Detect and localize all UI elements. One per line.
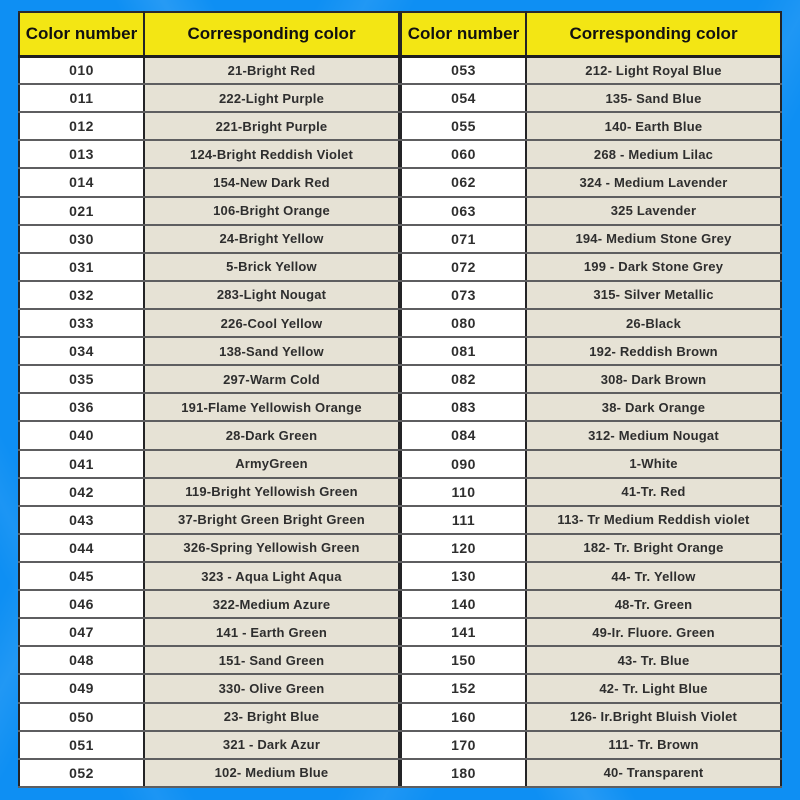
table-row — [19, 562, 399, 590]
color-name-cell: 323 - Aqua Light Aqua — [144, 562, 399, 590]
table-row — [19, 534, 399, 562]
color-name-cell: 192- Reddish Brown — [526, 337, 781, 365]
color-name-cell: 1-White — [526, 450, 781, 478]
header-row — [19, 12, 399, 56]
table-row — [19, 225, 399, 253]
table-header — [19, 12, 399, 56]
color-name-cell: 119-Bright Yellowish Green — [144, 478, 399, 506]
table-row — [401, 506, 781, 534]
color-number-cell: 035 — [19, 365, 144, 393]
color-number-header: Color number — [19, 12, 144, 56]
table-row — [401, 253, 781, 281]
table-row — [401, 478, 781, 506]
table-row — [401, 393, 781, 421]
table-row — [19, 759, 399, 787]
color-number-cell: 050 — [19, 703, 144, 731]
table-row — [401, 140, 781, 168]
color-name-cell: 326-Spring Yellowish Green — [144, 534, 399, 562]
table-row — [401, 731, 781, 759]
table-row — [19, 506, 399, 534]
color-number-cell: 060 — [401, 140, 526, 168]
color-name-cell: 43- Tr. Blue — [526, 646, 781, 674]
color-name-cell: 154-New Dark Red — [144, 168, 399, 196]
color-name-cell: 222-Light Purple — [144, 84, 399, 112]
color-number-cell: 049 — [19, 674, 144, 702]
table-row — [19, 365, 399, 393]
table-row — [401, 112, 781, 140]
color-number-cell: 120 — [401, 534, 526, 562]
color-number-cell: 084 — [401, 421, 526, 449]
color-name-cell: 322-Medium Azure — [144, 590, 399, 618]
color-name-cell: 151- Sand Green — [144, 646, 399, 674]
color-name-cell: 126- Ir.Bright Bluish Violet — [526, 703, 781, 731]
color-number-cell: 170 — [401, 731, 526, 759]
corresponding-color-header: Corresponding color — [526, 12, 781, 56]
table-body — [19, 56, 399, 787]
color-number-cell: 048 — [19, 646, 144, 674]
color-name-cell: 28-Dark Green — [144, 421, 399, 449]
color-number-cell: 141 — [401, 618, 526, 646]
color-number-cell: 051 — [19, 731, 144, 759]
table-row — [19, 197, 399, 225]
color-number-cell: 080 — [401, 309, 526, 337]
table-row — [401, 759, 781, 787]
color-number-cell: 040 — [19, 421, 144, 449]
color-number-cell: 160 — [401, 703, 526, 731]
color-number-cell: 046 — [19, 590, 144, 618]
table-row — [19, 281, 399, 309]
color-name-cell: 44- Tr. Yellow — [526, 562, 781, 590]
table-row — [401, 674, 781, 702]
color-name-cell: 124-Bright Reddish Violet — [144, 140, 399, 168]
color-name-cell: 102- Medium Blue — [144, 759, 399, 787]
table-row — [19, 393, 399, 421]
color-name-cell: 138-Sand Yellow — [144, 337, 399, 365]
color-number-cell: 047 — [19, 618, 144, 646]
color-name-cell: 268 - Medium Lilac — [526, 140, 781, 168]
table-row — [401, 450, 781, 478]
table-row — [401, 365, 781, 393]
color-number-cell: 013 — [19, 140, 144, 168]
color-name-cell: 283-Light Nougat — [144, 281, 399, 309]
color-name-cell: 324 - Medium Lavender — [526, 168, 781, 196]
color-name-cell: 38- Dark Orange — [526, 393, 781, 421]
color-name-cell: 312- Medium Nougat — [526, 421, 781, 449]
color-name-cell: 49-Ir. Fluore. Green — [526, 618, 781, 646]
color-name-cell: 297-Warm Cold — [144, 365, 399, 393]
color-number-cell: 055 — [401, 112, 526, 140]
table-row — [401, 646, 781, 674]
color-name-cell: 194- Medium Stone Grey — [526, 225, 781, 253]
color-number-cell: 041 — [19, 450, 144, 478]
color-number-cell: 052 — [19, 759, 144, 787]
color-number-header: Color number — [401, 12, 526, 56]
table-row — [401, 562, 781, 590]
color-number-cell: 032 — [19, 281, 144, 309]
color-number-cell: 054 — [401, 84, 526, 112]
table-row — [19, 731, 399, 759]
table-row — [19, 421, 399, 449]
table-row — [401, 168, 781, 196]
color-number-cell: 036 — [19, 393, 144, 421]
color-table-left — [18, 11, 400, 788]
color-name-cell: ArmyGreen — [144, 450, 399, 478]
color-name-cell: 24-Bright Yellow — [144, 225, 399, 253]
color-table-right — [400, 11, 782, 788]
corresponding-color-header: Corresponding color — [144, 12, 399, 56]
table-row — [401, 84, 781, 112]
table-row — [401, 281, 781, 309]
color-number-cell: 130 — [401, 562, 526, 590]
table-body — [401, 56, 781, 787]
table-row — [401, 534, 781, 562]
table-row — [19, 618, 399, 646]
color-number-cell: 053 — [401, 56, 526, 84]
table-row — [19, 253, 399, 281]
color-number-cell: 033 — [19, 309, 144, 337]
color-name-cell: 315- Silver Metallic — [526, 281, 781, 309]
color-name-cell: 42- Tr. Light Blue — [526, 674, 781, 702]
color-name-cell: 5-Brick Yellow — [144, 253, 399, 281]
color-number-cell: 011 — [19, 84, 144, 112]
color-name-cell: 106-Bright Orange — [144, 197, 399, 225]
color-name-cell: 23- Bright Blue — [144, 703, 399, 731]
color-name-cell: 48-Tr. Green — [526, 590, 781, 618]
color-name-cell: 111- Tr. Brown — [526, 731, 781, 759]
table-row — [401, 225, 781, 253]
color-name-cell: 182- Tr. Bright Orange — [526, 534, 781, 562]
color-name-cell: 41-Tr. Red — [526, 478, 781, 506]
table-row — [19, 168, 399, 196]
table-row — [401, 337, 781, 365]
color-number-cell: 010 — [19, 56, 144, 84]
table-row — [401, 703, 781, 731]
table-row — [19, 478, 399, 506]
color-number-cell: 043 — [19, 506, 144, 534]
table-row — [19, 337, 399, 365]
color-name-cell: 325 Lavender — [526, 197, 781, 225]
color-number-cell: 073 — [401, 281, 526, 309]
table-row — [19, 56, 399, 84]
color-name-cell: 212- Light Royal Blue — [526, 56, 781, 84]
color-name-cell: 221-Bright Purple — [144, 112, 399, 140]
color-number-cell: 083 — [401, 393, 526, 421]
color-number-cell: 072 — [401, 253, 526, 281]
table-row — [401, 56, 781, 84]
table-row — [401, 590, 781, 618]
color-number-cell: 090 — [401, 450, 526, 478]
table-row — [19, 590, 399, 618]
color-number-cell: 034 — [19, 337, 144, 365]
table-row — [401, 618, 781, 646]
table-row — [19, 646, 399, 674]
table-row — [19, 309, 399, 337]
color-name-cell: 40- Transparent — [526, 759, 781, 787]
color-reference-tables — [18, 11, 782, 788]
table-header — [401, 12, 781, 56]
table-row — [401, 197, 781, 225]
color-number-cell: 014 — [19, 168, 144, 196]
color-number-cell: 012 — [19, 112, 144, 140]
color-name-cell: 308- Dark Brown — [526, 365, 781, 393]
color-number-cell: 180 — [401, 759, 526, 787]
color-number-cell: 152 — [401, 674, 526, 702]
color-number-cell: 140 — [401, 590, 526, 618]
color-number-cell: 042 — [19, 478, 144, 506]
color-number-cell: 062 — [401, 168, 526, 196]
color-name-cell: 330- Olive Green — [144, 674, 399, 702]
header-row — [401, 12, 781, 56]
color-number-cell: 150 — [401, 646, 526, 674]
color-name-cell: 191-Flame Yellowish Orange — [144, 393, 399, 421]
color-number-cell: 045 — [19, 562, 144, 590]
color-name-cell: 135- Sand Blue — [526, 84, 781, 112]
color-number-cell: 110 — [401, 478, 526, 506]
color-number-cell: 030 — [19, 225, 144, 253]
color-name-cell: 141 - Earth Green — [144, 618, 399, 646]
table-row — [19, 84, 399, 112]
color-name-cell: 321 - Dark Azur — [144, 731, 399, 759]
table-row — [401, 309, 781, 337]
color-number-cell: 081 — [401, 337, 526, 365]
color-number-cell: 063 — [401, 197, 526, 225]
color-name-cell: 26-Black — [526, 309, 781, 337]
color-name-cell: 21-Bright Red — [144, 56, 399, 84]
color-name-cell: 199 - Dark Stone Grey — [526, 253, 781, 281]
color-name-cell: 226-Cool Yellow — [144, 309, 399, 337]
color-name-cell: 37-Bright Green Bright Green — [144, 506, 399, 534]
table-row — [19, 450, 399, 478]
color-name-cell: 113- Tr Medium Reddish violet — [526, 506, 781, 534]
table-row — [19, 703, 399, 731]
table-row — [401, 421, 781, 449]
color-number-cell: 071 — [401, 225, 526, 253]
table-row — [19, 112, 399, 140]
table-row — [19, 674, 399, 702]
color-number-cell: 021 — [19, 197, 144, 225]
color-name-cell: 140- Earth Blue — [526, 112, 781, 140]
color-number-cell: 044 — [19, 534, 144, 562]
color-number-cell: 031 — [19, 253, 144, 281]
color-number-cell: 111 — [401, 506, 526, 534]
table-row — [19, 140, 399, 168]
color-number-cell: 082 — [401, 365, 526, 393]
